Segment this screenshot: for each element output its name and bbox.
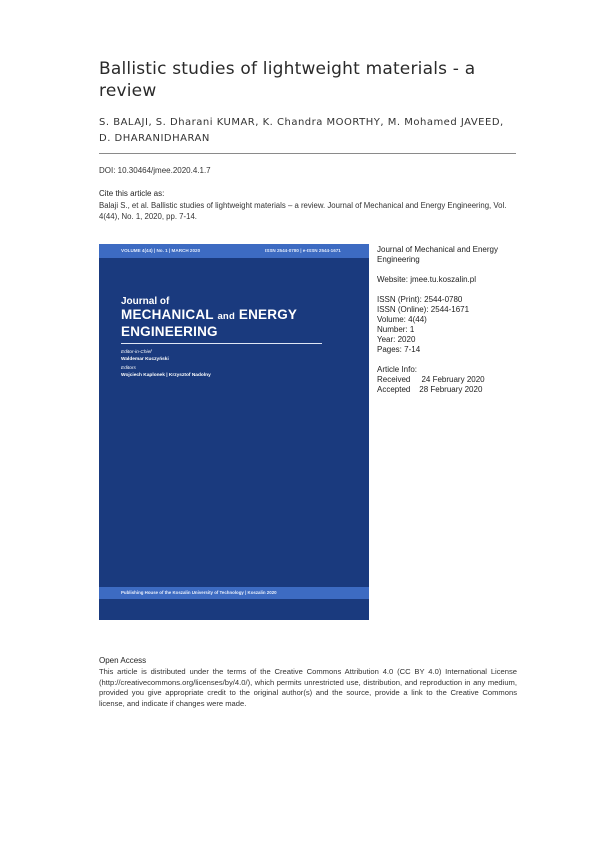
info-number: Number: 1 [377,325,415,334]
journal-cover-image [99,244,369,620]
info-accepted: Accepted 28 February 2020 [377,385,483,394]
info-issn-online: ISSN (Online): 2544-1671 [377,305,470,314]
info-volume: Volume: 4(44) [377,315,427,324]
cover-editors-names: Wojciech Kaplonek | Krzysztof Nadolny [121,373,211,378]
cover-journal-of: Journal of [121,296,170,307]
info-received: Received 24 February 2020 [377,375,485,384]
cover-issn-info: ISSN 2544-0780 | e-ISSN 2544-1671 [265,248,341,253]
doi-line[interactable]: DOI: 10.30464/jmee.2020.4.1.7 [99,166,211,175]
cover-editors-label: Editors [121,366,136,371]
cover-footer-band [99,587,369,599]
cover-divider [121,343,322,344]
cover-word-engineering: ENGINEERING [121,324,218,339]
cover-volume-info: VOLUME 4(44) | No. 1 | MARCH 2020 [121,248,201,253]
cover-top-band [99,244,369,258]
info-issn-print: ISSN (Print): 2544-0780 [377,295,463,304]
author-list: S. BALAJI, S. Dharani KUMAR, K. Chandra MOORTHY, M. Mohamed JAVEED, D. DHARANIDHARAN [99,117,504,144]
info-journal-name: Journal of Mechanical and Energy Engineering [377,245,498,264]
cover-publisher: Publishing House of the Koszalin University of Technology | Koszalin 2020 [121,590,277,595]
cover-word-mechanical: MECHANICAL [121,307,214,322]
journal-info-panel [377,245,527,395]
info-article-info-heading: Article Info: [377,365,418,374]
citation-text: Balaji S., et al. Ballistic studies of lightweight materials – a review. Journal of Mechanical and Energy Engineering, Vol. 4(44), No. 1, 2020, pp. 7-14. [99,201,507,221]
info-pages: Pages: 7-14 [377,345,421,354]
header-divider [99,153,516,154]
article-title: Ballistic studies of lightweight materials - a review [99,59,476,101]
cover-word-energy: ENERGY [238,307,298,322]
info-website[interactable]: Website: jmee.tu.koszalin.pl [377,275,477,284]
cover-word-and: and [217,311,235,322]
info-year: Year: 2020 [377,335,416,344]
open-access-text: This article is distributed under the terms of the Creative Commons Attribution 4.0 (CC BY 4.0) International License (http://creativecommons.org/licenses/by/4.0/), which permits unrestricted use, distribution, and reproduction in any medium, provided you give appropriate credit to the original author(s) and the source, provide a link to the Creative Commons license, and indicate if changes were made. [99,667,517,708]
cite-heading: Cite this article as: [99,189,165,198]
cover-editor-label: Editor-in-Chief [121,350,152,355]
cover-journal-name [121,307,351,339]
cover-editor-name: Waldemar Kuczyński [121,357,169,362]
open-access-heading: Open Access [99,656,147,665]
